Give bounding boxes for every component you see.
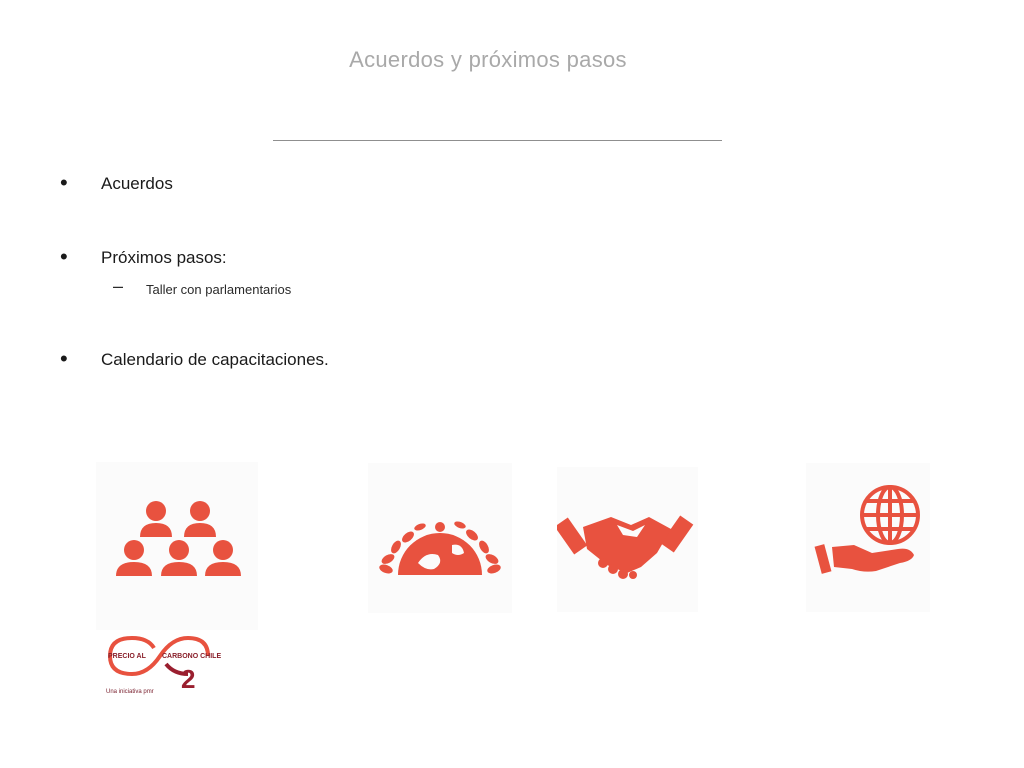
bullet-text: Acuerdos (101, 174, 173, 193)
bullet-marker: • (60, 244, 68, 269)
logo-text-left: PRECIO AL (108, 653, 146, 660)
logo-tagline: Una iniciativa pmr (106, 689, 154, 695)
earth-plant-icon-box (368, 463, 512, 613)
bullet-marker: • (60, 346, 68, 371)
group-people-icon-box (96, 462, 258, 630)
hand-globe-icon-box (806, 463, 930, 612)
group-people-icon (96, 462, 258, 630)
handshake-icon (557, 467, 698, 612)
slide-title: Acuerdos y próximos pasos (349, 47, 627, 72)
bullet-marker: • (60, 170, 68, 195)
bullet-calendario (60, 346, 329, 371)
sub-bullet-taller (113, 276, 292, 297)
precio-carbono-logo (104, 632, 220, 698)
logo-subscript: 2 (181, 664, 196, 694)
handshake-icon-box (557, 467, 698, 612)
bullet-text: Próximos pasos: (101, 248, 227, 267)
logo-text-right: CARBONO CHILE (162, 653, 222, 660)
infinity-logo-icon (104, 632, 220, 692)
title-divider (273, 140, 722, 141)
sub-bullet-marker: – (113, 276, 124, 296)
bullet-text: Calendario de capacitaciones. (101, 350, 329, 369)
earth-plant-icon (368, 463, 512, 613)
hand-globe-icon (806, 463, 930, 612)
sub-bullet-text: Taller con parlamentarios (146, 282, 292, 297)
bullet-acuerdos (60, 170, 173, 195)
bullet-proximos-pasos (60, 244, 227, 269)
